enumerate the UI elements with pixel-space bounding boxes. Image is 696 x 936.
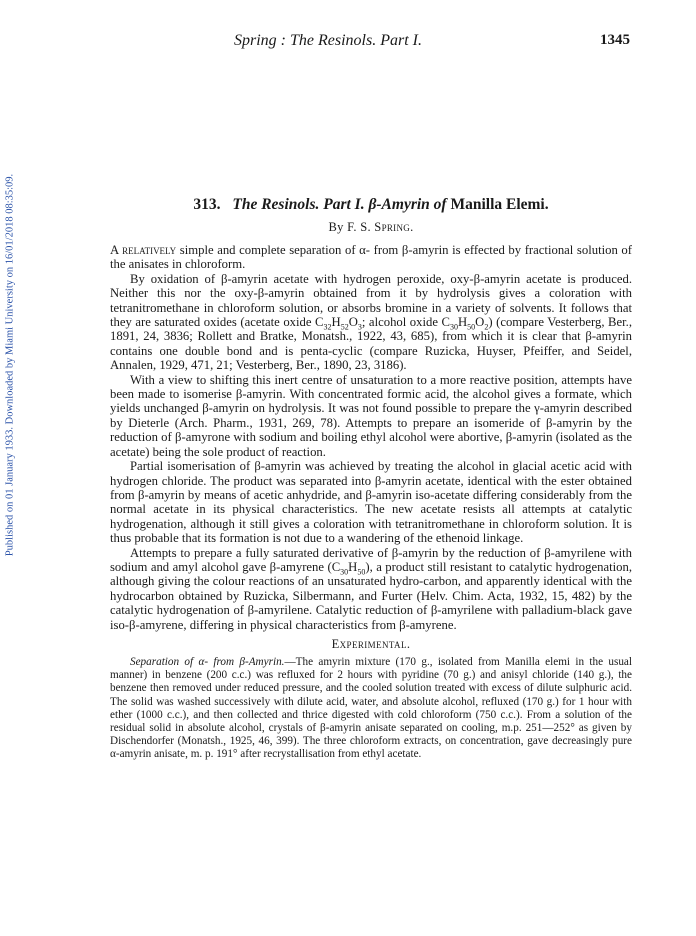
- paragraph-3: With a view to shifting this inert centre of unsaturation to a more reactive position, attempts have been made to isomerise β-amyrin. With concentrated formic acid, the alcohol gives a formate, which yields unchanged β-amyrin on hydrolysis. It was not found possible to prepare the γ-amyrin described by Dieterle (Arch. Pharm., 1931, 269, 78). Attempts to prepare an isomeride of β-amyrin by the reduction of β-amyrone with sodium and boiling ethyl alcohol were abortive, β-amyrin (isolated as the acetate) being the sole product of reaction.: [110, 372, 632, 459]
- lead-words: A relatively: [110, 243, 177, 257]
- p2-c: O: [348, 315, 358, 330]
- p5-a: Attempts to prepare a fully saturated derivative of β-amyrin by the reduction of β-amyrilene with sodium and amyl alcohol gave β-amyrene (C: [110, 545, 632, 574]
- p5-s2: 50: [357, 567, 366, 577]
- paragraph-2: [110, 272, 632, 373]
- experimental-heading: Experimental.: [331, 636, 411, 651]
- p5-b: H: [348, 559, 358, 574]
- page-number: 1345: [600, 32, 630, 48]
- author-prefix: By: [328, 220, 344, 234]
- p2-b: H: [331, 315, 341, 330]
- p2-a: By oxidation of β-amyrin acetate with hydrogen peroxide, oxy-β-amyrin acetate is produced. Neither this nor the oxy-β-amyrin obtained from it by hydrolysis gives a coloration with tetranitromethane in chloroform solution, or absorbs bromine in a variety of solvents. It follows that they are saturated oxides (acetate oxide C: [110, 271, 632, 330]
- paragraph-4: Partial isomerisation of β-amyrin was achieved by treating the alcohol in glacial acetic acid with hydrogen chloride. The product was separated into β-amyrin acetate, identical with the ester obtained from β-amyrin by means of acetic anhydride, and β-amyrin iso-acetate differing considerably from the normal acetate in its physical characteristics. The new acetate resists all attempts at catalytic hydrogenation, although it still gives a coloration with tetranitromethane in chloroform solution. It is thus probable that its formation is not due to a wandering of the ethenoid linkage.: [110, 459, 632, 546]
- article: [110, 196, 632, 762]
- experimental-text: —The amyrin mixture (170 g., isolated from Manilla elemi in the usual manner) in benzene (200 c.c.) was refluxed for 2 hours with pyridine (70 g.) and anisyl chloride (140 g.), the benzene then removed under reduced pressure, and the cooled solution treated with excess of dilute sulphuric acid. The solid was washed successively with dilute acid, water, and absolute alcohol, refluxed (170 g.) for 1 hour with ether (1000 c.c.), and then collected and thrice digested with cold chloroform (750 c.c.). From a solution of the residual solid in absolute alcohol, crystals of β-amyrin anisate separated on cooling, m.p. 251—252° as given by Dischendorfer (Monatsh., 1925, 46, 399). The three chloroform extracts, on concentration, gave decreasingly pure α-amyrin anisate, m. p. 191° after recrystallisation from ethyl acetate.: [110, 655, 633, 761]
- p2-s1: 32: [323, 322, 332, 332]
- p2-f: O: [475, 315, 485, 330]
- download-notice-sidebar: [0, 150, 20, 580]
- p2-s2: 52: [340, 322, 349, 332]
- author-line: [110, 220, 632, 235]
- paragraph-1-text: simple and complete separation of α- from β-amyrin is effected by fractional solution of the anisates in chloroform.: [110, 243, 632, 272]
- p2-s3: 3: [357, 322, 362, 332]
- p2-d: ; alcohol oxide C: [361, 315, 450, 330]
- p2-g: ) (compare Vesterberg, Ber., 1891, 24, 3836; Rollett and Bratke, Monatsh., 1922, 43, 685), from which it is clear that β-amyrin contains one double bond and is penta-cyclic (compare Ruzicka, Huyser, Pfeiffer, and Seidel, Annalen, 1929, 471, 21; Vesterberg, Ber., 1890, 23, 3186).: [110, 315, 632, 373]
- page-header: [110, 32, 630, 52]
- article-number: 313.: [193, 196, 221, 213]
- article-title: [110, 196, 632, 214]
- running-title: Spring : The Resinols. Part I.: [234, 32, 422, 49]
- title-roman: Manilla Elemi.: [450, 196, 549, 213]
- p2-s6: 2: [484, 322, 489, 332]
- author-name: F. S. Spring.: [347, 220, 414, 234]
- p5-c: ), a product still resistant to catalytic hydrogenation, although giving the colour reactions of an unsaturated hydro-carbon, and apparently identical with the hydrocarbon obtained by Ruzicka, Silbermann, and Furter (Helv. Chim. Acta, 1932, 15, 482) by the catalytic hydrogenation of β-amyrilene. Catalytic reduction of β-amyrilene with palladium-black gave iso-β-amyrene, differing in physical characteristics from β-amyrene.: [110, 559, 632, 632]
- experimental-paragraph: [110, 656, 632, 762]
- p2-e: H: [458, 315, 468, 330]
- paragraph-1: [110, 243, 632, 272]
- paragraph-5: [110, 546, 632, 632]
- download-notice-text: Published on 01 January 1933. Downloaded by Miami University on 16/01/2018 08:35:09.: [4, 173, 16, 557]
- title-italic: The Resinols. Part I. β-Amyrin of: [232, 196, 447, 213]
- experimental-subhead: Separation of α- from β-Amyrin.: [130, 655, 285, 668]
- p2-s4: 30: [450, 322, 458, 332]
- p5-s1: 30: [340, 567, 349, 577]
- p2-s5: 50: [467, 322, 476, 332]
